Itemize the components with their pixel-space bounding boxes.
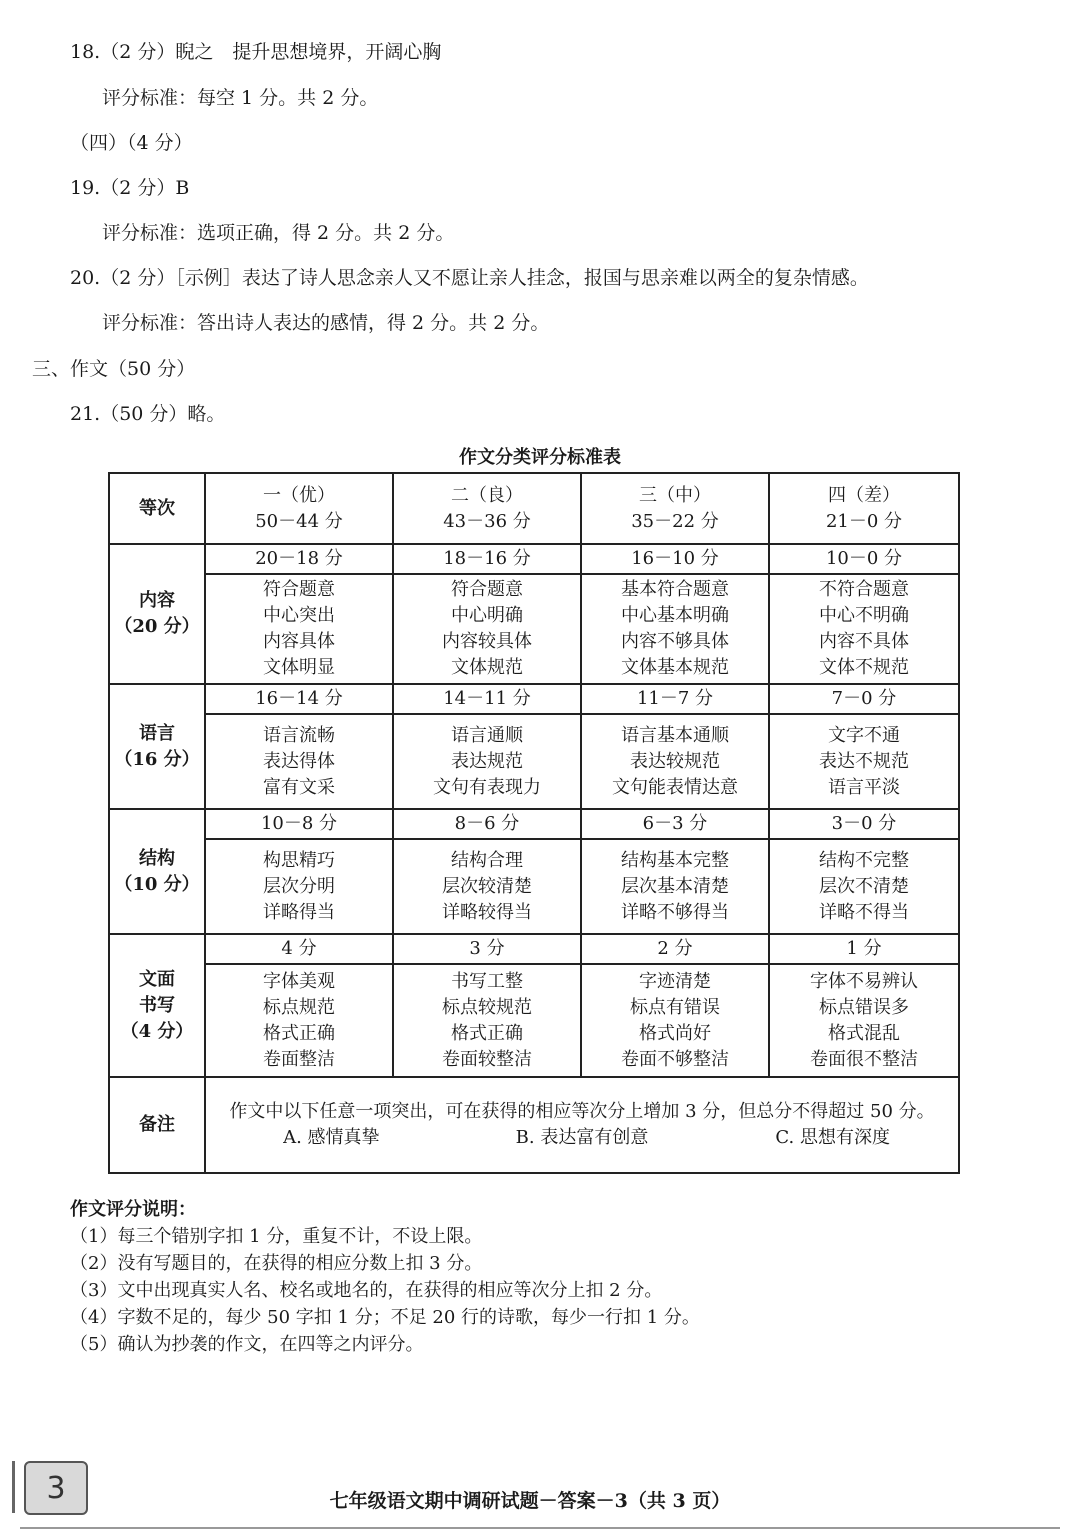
note-text: 作文中以下任意一项突出，可在获得的相应等次分上增加 3 分，但总分不得超过 50 分。 <box>229 1101 935 1122</box>
criterion: 表达规范 <box>451 750 523 772</box>
criterion: 中心突出 <box>263 605 335 626</box>
grade-name: 四（差） <box>828 484 900 506</box>
score-cell: 11－7 分 <box>581 684 769 714</box>
score-cell: 7－0 分 <box>769 684 959 714</box>
criterion: 详略不得当 <box>819 901 909 923</box>
answer-20-standard: 评分标准：答出诗人表达的感情，得 2 分。共 2 分。 <box>102 312 550 334</box>
note-options <box>206 1125 958 1151</box>
criterion: 详略不够得当 <box>621 901 729 923</box>
criterion: 结构合理 <box>451 849 523 871</box>
row-label-line: （16 分） <box>114 748 200 770</box>
score-cell: 16－10 分 <box>581 544 769 574</box>
criteria-cell <box>769 714 959 809</box>
table-header-row <box>109 473 959 544</box>
criterion: 格式尚好 <box>639 1022 711 1044</box>
criterion: 层次分明 <box>263 875 335 897</box>
score-cell: 16－14 分 <box>205 684 393 714</box>
criteria-cell <box>205 964 393 1077</box>
criterion: 格式正确 <box>263 1022 335 1044</box>
criterion: 标点规范 <box>263 996 335 1018</box>
criteria-cell <box>393 964 581 1077</box>
criterion: 构思精巧 <box>263 849 335 871</box>
row-label-line: （4 分） <box>120 1020 194 1042</box>
scoring-table <box>108 472 960 1174</box>
criterion: 内容不具体 <box>819 631 909 652</box>
grade-range: 35－22 分 <box>631 510 719 532</box>
criterion: 详略得当 <box>263 901 335 923</box>
row-label-line: （10 分） <box>114 873 200 895</box>
criterion: 中心不明确 <box>819 605 909 626</box>
criteria-cell <box>393 839 581 934</box>
grade-2-header <box>393 473 581 544</box>
grade-name: 二（良） <box>451 484 523 506</box>
criterion: 文体基本规范 <box>621 657 729 678</box>
criteria-cell <box>769 964 959 1077</box>
notes-item: （4）字数不足的，每少 50 字扣 1 分；不足 20 行的诗歌，每少一行扣 1 分。 <box>70 1307 700 1328</box>
criterion: 内容具体 <box>263 631 335 652</box>
criterion: 标点错误多 <box>819 996 909 1018</box>
criterion: 语言流畅 <box>263 724 335 746</box>
grade-3-header <box>581 473 769 544</box>
criteria-cell <box>205 839 393 934</box>
criterion: 内容不够具体 <box>621 631 729 652</box>
criterion: 层次不清楚 <box>819 875 909 897</box>
answer-18: 18.（2 分）睨之 提升思想境界，开阔心胸 <box>70 41 442 63</box>
criterion: 格式混乱 <box>828 1022 900 1044</box>
criterion: 字迹清楚 <box>639 970 711 992</box>
note-cell <box>205 1077 959 1173</box>
notes-item: （1）每三个错别字扣 1 分，重复不计，不设上限。 <box>70 1226 483 1247</box>
criteria-cell <box>769 839 959 934</box>
language-score-row <box>109 684 959 714</box>
answer-21: 21.（50 分）略。 <box>70 403 226 425</box>
criterion: 中心基本明确 <box>621 605 729 626</box>
content-criteria-row <box>109 574 959 684</box>
criteria-cell <box>393 714 581 809</box>
criterion: 结构不完整 <box>819 849 909 871</box>
criteria-cell <box>581 714 769 809</box>
score-cell: 6－3 分 <box>581 809 769 839</box>
score-cell: 14－11 分 <box>393 684 581 714</box>
criterion: 标点有错误 <box>630 996 720 1018</box>
grade-range: 43－36 分 <box>443 510 531 532</box>
criterion: 基本符合题意 <box>621 579 729 600</box>
row-label-line: 书写 <box>139 994 175 1016</box>
content-row-label <box>109 544 205 684</box>
criterion: 层次基本清楚 <box>621 875 729 897</box>
score-cell: 10－8 分 <box>205 809 393 839</box>
grade-1-header <box>205 473 393 544</box>
grade-4-header <box>769 473 959 544</box>
criterion: 格式正确 <box>451 1022 523 1044</box>
page-number-badge: 3 <box>24 1461 88 1515</box>
criterion: 层次较清楚 <box>442 875 532 897</box>
grade-range: 21－0 分 <box>825 510 903 532</box>
bottom-divider <box>20 1527 1060 1529</box>
section-3-heading: 三、作文（50 分） <box>32 358 196 380</box>
criterion: 书写工整 <box>451 970 523 992</box>
criterion: 表达不规范 <box>819 750 909 772</box>
notes-item: （2）没有写题目的，在获得的相应分数上扣 3 分。 <box>70 1253 483 1274</box>
criterion: 中心明确 <box>451 605 523 626</box>
criterion: 卷面很不整洁 <box>810 1048 918 1070</box>
criterion: 表达得体 <box>263 750 335 772</box>
answer-19: 19.（2 分）B <box>70 177 190 199</box>
row-label-line: 文面 <box>139 968 175 990</box>
criteria-cell <box>581 964 769 1077</box>
structure-row-label <box>109 809 205 934</box>
criterion: 文体明显 <box>263 657 335 678</box>
writing-criteria-row <box>109 964 959 1077</box>
criterion: 语言平淡 <box>828 776 900 798</box>
criterion: 详略较得当 <box>442 901 532 923</box>
criterion: 文体规范 <box>451 657 523 678</box>
score-cell: 20－18 分 <box>205 544 393 574</box>
score-cell: 1 分 <box>769 934 959 964</box>
score-cell: 10－0 分 <box>769 544 959 574</box>
grade-name: 一（优） <box>263 484 335 506</box>
criterion: 符合题意 <box>451 579 523 600</box>
criteria-cell <box>393 574 581 684</box>
answer-19-standard: 评分标准：选项正确，得 2 分。共 2 分。 <box>102 222 455 244</box>
criterion: 字体美观 <box>263 970 335 992</box>
section-4-heading: （四）（4 分） <box>70 132 193 154</box>
note-option: A. 感情真挚 <box>283 1127 380 1148</box>
criterion: 文字不通 <box>828 724 900 746</box>
criteria-cell <box>205 714 393 809</box>
grade-label-cell: 等次 <box>109 473 205 544</box>
criterion: 卷面整洁 <box>263 1048 335 1070</box>
row-label-line: 结构 <box>139 847 175 869</box>
criterion: 文体不规范 <box>819 657 909 678</box>
criterion: 表达较规范 <box>630 750 720 772</box>
note-row <box>109 1077 959 1173</box>
criterion: 符合题意 <box>263 579 335 600</box>
criterion: 语言基本通顺 <box>621 724 729 746</box>
note-option: C. 思想有深度 <box>775 1127 890 1148</box>
notes-item: （3）文中出现真实人名、校名或地名的，在获得的相应等次分上扣 2 分。 <box>70 1280 663 1301</box>
score-cell: 18－16 分 <box>393 544 581 574</box>
criterion: 标点较规范 <box>442 996 532 1018</box>
score-cell: 3－0 分 <box>769 809 959 839</box>
row-label-line: 内容 <box>139 590 175 611</box>
answer-20: 20.（2 分）［示例］表达了诗人思念亲人又不愿让亲人挂念，报国与思亲难以两全的复杂情感。 <box>70 267 869 289</box>
score-cell: 4 分 <box>205 934 393 964</box>
criterion: 卷面较整洁 <box>442 1048 532 1070</box>
writing-score-row <box>109 934 959 964</box>
note-label: 备注 <box>109 1077 205 1173</box>
criterion: 卷面不够整洁 <box>621 1048 729 1070</box>
page-footer: 七年级语文期中调研试题－答案－3（共 3 页） <box>329 1490 731 1512</box>
answer-18-standard: 评分标准：每空 1 分。共 2 分。 <box>102 87 379 109</box>
criterion: 富有文采 <box>263 776 335 798</box>
row-label-line: （20 分） <box>114 616 200 637</box>
criterion: 字体不易辨认 <box>810 970 918 992</box>
criteria-cell <box>769 574 959 684</box>
criterion: 内容较具体 <box>442 631 532 652</box>
scoring-notes <box>70 1196 700 1358</box>
criteria-cell <box>205 574 393 684</box>
structure-score-row <box>109 809 959 839</box>
grade-name: 三（中） <box>639 484 711 506</box>
criteria-cell <box>581 839 769 934</box>
notes-title: 作文评分说明： <box>70 1199 196 1220</box>
language-criteria-row <box>109 714 959 809</box>
row-label-line: 语言 <box>139 722 175 744</box>
grade-range: 50－44 分 <box>255 510 343 532</box>
criterion: 不符合题意 <box>819 579 909 600</box>
criterion: 结构基本完整 <box>621 849 729 871</box>
score-cell: 2 分 <box>581 934 769 964</box>
score-cell: 3 分 <box>393 934 581 964</box>
writing-row-label <box>109 934 205 1077</box>
criteria-cell <box>581 574 769 684</box>
content-score-row <box>109 544 959 574</box>
criterion: 文句能表情达意 <box>612 776 738 798</box>
criterion: 文句有表现力 <box>433 776 541 798</box>
note-option: B. 表达富有创意 <box>515 1127 649 1148</box>
notes-item: （5）确认为抄袭的作文，在四等之内评分。 <box>70 1334 424 1355</box>
structure-criteria-row <box>109 839 959 934</box>
criterion: 语言通顺 <box>451 724 523 746</box>
score-cell: 8－6 分 <box>393 809 581 839</box>
language-row-label <box>109 684 205 809</box>
table-title: 作文分类评分标准表 <box>459 447 621 468</box>
